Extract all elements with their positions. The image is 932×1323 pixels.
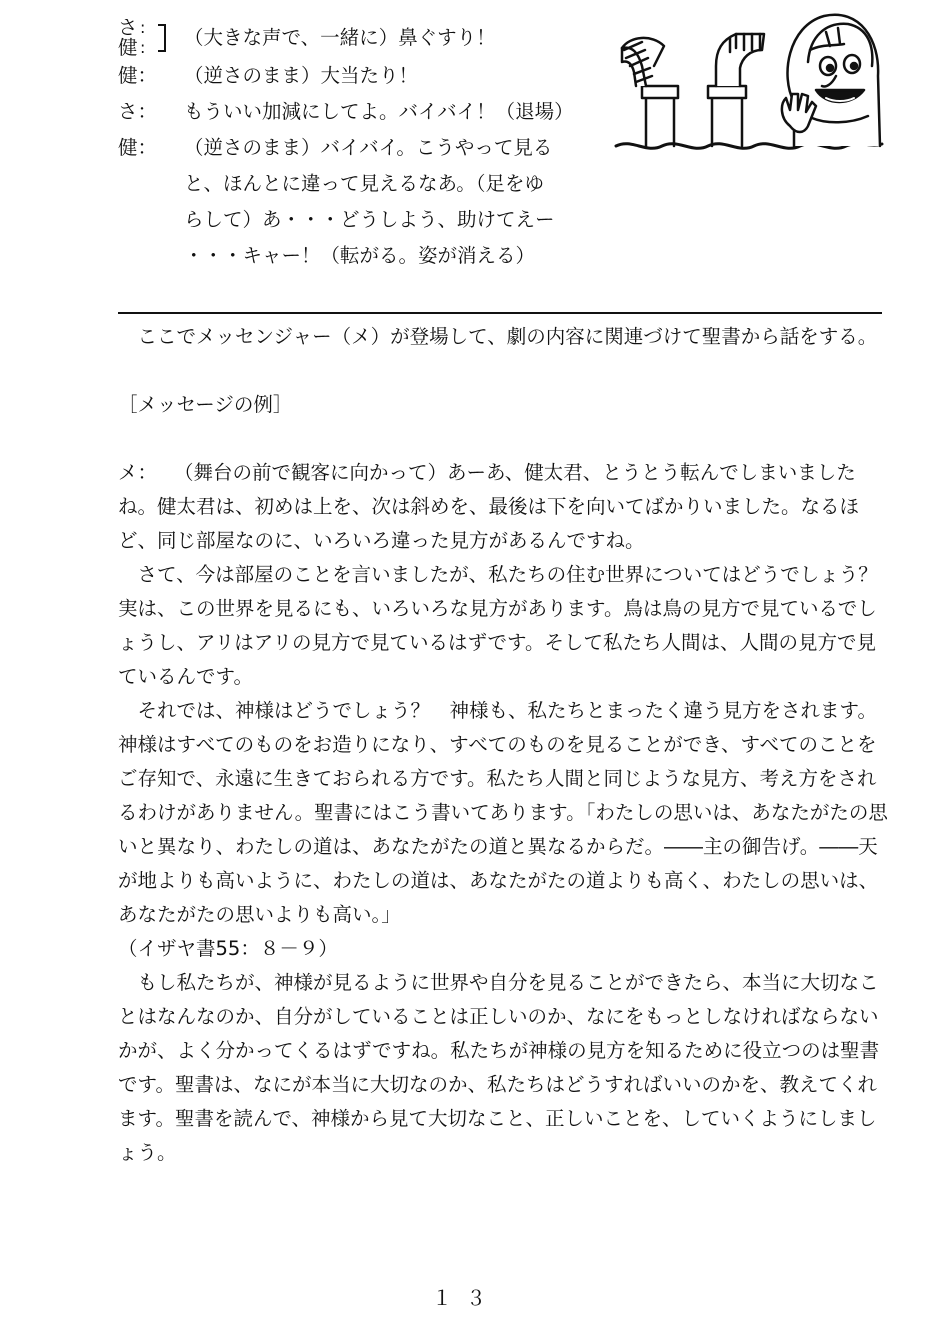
speaker-bracket <box>158 24 166 52</box>
script-line <box>118 58 618 94</box>
play-script <box>118 18 618 274</box>
puppet-illustration <box>612 6 884 168</box>
script-line <box>118 130 618 166</box>
section-heading: ［メッセージの例］ <box>118 393 293 416</box>
messenger-label: メ： <box>118 461 158 484</box>
message-text: （舞台の前で観客に向かって）あーあ、健太君、とうとう転んでしまいましたね。健太君は、初めは上を、次は斜めを、最後は下を向いてばかりいました。なるほど、同じ部屋なのに、いろいろ違った見方があるんですね。 <box>118 461 860 552</box>
message-section <box>118 320 898 1170</box>
speaker-sa: さ <box>118 16 138 39</box>
script-text: （逆さのまま）バイバイ。こうやって見る <box>184 136 553 159</box>
script-speaker: さ： <box>118 100 158 123</box>
speaker-colon: : <box>140 18 146 37</box>
script-text: （逆さのまま）大当たり！ <box>184 64 419 87</box>
script-speaker: 健： <box>118 64 158 87</box>
message-paragraph: それでは、神様はどうでしょう？ 神様も、私たちとまったく違う見方をされます。神様はすべてのものをお造りになり、すべてのものを見ることができ、すべてのことをご存知で、永遠に生きておられる方です。私たち人間と同じような見方、考え方をされるわけがありません。聖書にはこう書いてあります。「わたしの思いは、あなたがたの思いと異なり、わたしの道は、あなたがたの道と異なるからだ。――主の御告げ。――天が地よりも高いように、わたしの道は、あなたがたの道よりも高く、わたしの思いは、あなたがたの思いよりも高い。」 <box>118 699 888 926</box>
section-divider <box>118 312 882 314</box>
script-line <box>118 94 618 130</box>
message-paragraph: もし私たちが、神様が見るように世界や自分を見ることができたら、本当に大切なことはなんなのか、自分がしていることは正しいのか、なにをもっとしなければならないかが、よく分かってくるはずですね。私たちが神様の見方を知るために役立つのは聖書です。聖書は、なにが本当に大切なのか、私たちはどうすればいいのかを、教えてくれます。聖書を読んで、神様から見て大切なこと、正しいことを、していくようにしましょう。 <box>118 971 880 1164</box>
script-line-both <box>118 18 618 58</box>
script-speaker: 健： <box>118 136 158 159</box>
speaker-ken: 健 <box>118 36 138 59</box>
script-text: （大きな声で、一緒に）鼻ぐすり！ <box>184 26 496 49</box>
scripture-citation: （イザヤ書55：８－９） <box>118 937 338 960</box>
script-continuation: ・・・キャー！（転がる。姿が消える） <box>184 244 536 267</box>
speaker-colon: : <box>140 38 146 57</box>
script-continuation: と、ほんとに違って見えるなあ。（足をゆ <box>184 172 544 195</box>
page-number: １３ <box>432 1286 500 1310</box>
script-continuation: らして）あ・・・どうしよう、助けてえー <box>184 208 555 231</box>
message-paragraph: さて、今は部屋のことを言いましたが、私たちの住む世界についてはどうでしょう？ 実は、この世界を見るにも、いろいろな見方があります。鳥は鳥の見方で見ているでしょうし、アリはアリの見方で見ているはずです。そして私たち人間は、人間の見方で見ているんです。 <box>118 563 898 688</box>
script-text: もういい加減にしてよ。バイバイ！（退場） <box>184 100 574 123</box>
intro-paragraph: ここでメッセンジャー（メ）が登場して、劇の内容に関連づけて聖書から話をする。 <box>137 325 878 348</box>
message-paragraph <box>118 456 888 558</box>
